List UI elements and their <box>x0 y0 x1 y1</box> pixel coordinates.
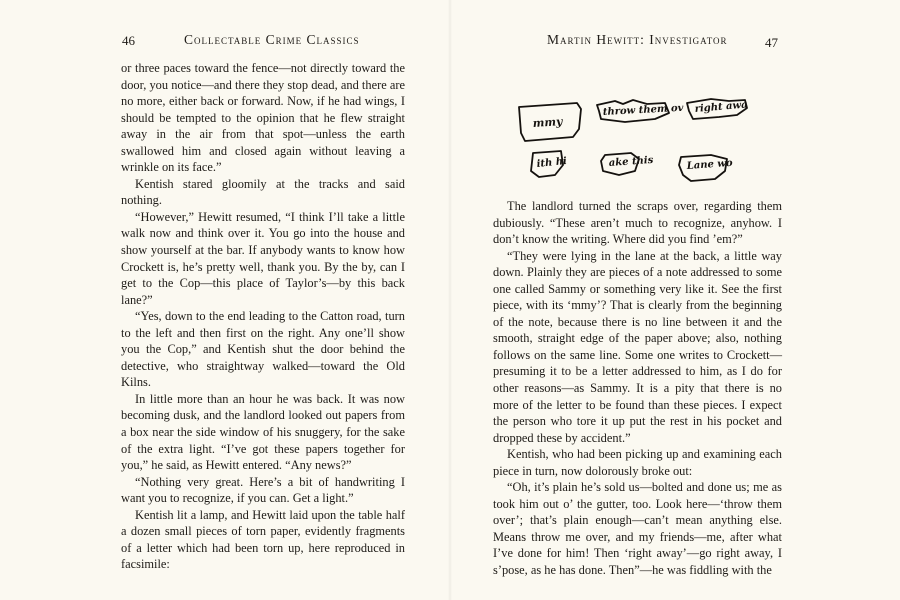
left-text-block <box>121 60 405 573</box>
paragraph: “Oh, it’s plain he’s sold us—bolted and done us; me as took him out o’ the gutter, too. Look here—‘throw them over’; that’s plain enough—can’t mean anything else. Means throw me over, and my friends—me, after what I’ve done for him! Then ‘right away’—go right away, I s’pose, as he has done. Then”—he was fiddling with the <box>493 480 782 578</box>
fragment-text-2: throw them ov <box>602 102 684 118</box>
paragraph: “However,” Hewitt resumed, “I think I’ll take a little walk now and think over it. You go into the house and show yourself at the bar. If anybody wants to know how Crockett is, he’s pretty well, thank you. By the by, can I get to the Cop—this place of Taylor’s—by this back lane?” <box>121 209 405 307</box>
paragraph: Kentish lit a lamp, and Hewitt laid upon the table half a dozen small pieces of torn paper, evidently fragments of a letter which had been torn up, here reproduced in facsimile: <box>121 507 405 572</box>
fragment-text-5: ake this <box>608 154 654 169</box>
fragment-text-6: Lane wo <box>686 157 734 172</box>
fragment-text-4: ith hi <box>536 155 568 170</box>
paragraph: Kentish stared gloomily at the tracks and said nothing. <box>121 176 405 208</box>
paragraph: Kentish, who had been picking up and examining each piece in turn, now dolorously broke out: <box>493 447 782 478</box>
paragraph: “Nothing very great. Here’s a bit of handwriting I want you to recognize, if you can. Get a light.” <box>121 474 405 506</box>
paragraph: In little more than an hour he was back. It was now becoming dusk, and the landlord looked out papers from a box near the side window of his snuggery, for the sake of the extra light. “I’ve got these papers together for you,” he said, as Hewitt entered. “Any news?” <box>121 391 405 473</box>
right-text-block <box>493 198 782 579</box>
paragraph: or three paces toward the fence—not directly toward the door, you notice—and there they stop dead, and there are no more, either back or forward. Now, if he had wings, I should be tempted to the opinion that he flew straight away in the air from that spot—unless the earth swallowed him and closed again without leaving a wrinkle on its face.” <box>121 61 405 175</box>
fragment-text-3: right awa <box>694 99 749 115</box>
running-head-left: Collectable Crime Classics <box>184 32 360 47</box>
page-number-right: 47 <box>765 35 778 50</box>
paragraph: “Yes, down to the end leading to the Catton road, turn to the left and then first on the right. Any one’ll show you the Cop,” and Kentish shut the door behind the detective, who straightway walked—toward the Old Kilns. <box>121 309 405 390</box>
page-number-left: 46 <box>122 33 135 48</box>
paragraph: The landlord turned the scraps over, regarding them dubiously. “These aren’t much to recognize, anyhow. I don’t know the writing. Where did you find ’em?” <box>493 199 782 247</box>
torn-paper-facsimile <box>515 95 780 195</box>
running-head-right: Martin Hewitt: Investigator <box>547 32 728 47</box>
right-page <box>450 0 900 600</box>
fragment-text-1: mmy <box>532 114 563 130</box>
paragraph: “They were lying in the lane at the back, a little way down. Plainly they are pieces of a note addressed to some one called Sammy or something very like it. See the first piece, with its ‘mmy’? That is clearly from the beginning of the note, because there is no line between it and the smooth, straight edge of the paper above; also, nothing follows on the same line. Some one writes to Crockett—presuming it to be a letter addressed to him, as I do for other reasons—as Sammy. It is a pity that there is no more of the letter to be found than these pieces. I expect the person who tore it up put the rest in his pocket and dropped these by accident.” <box>493 248 782 445</box>
